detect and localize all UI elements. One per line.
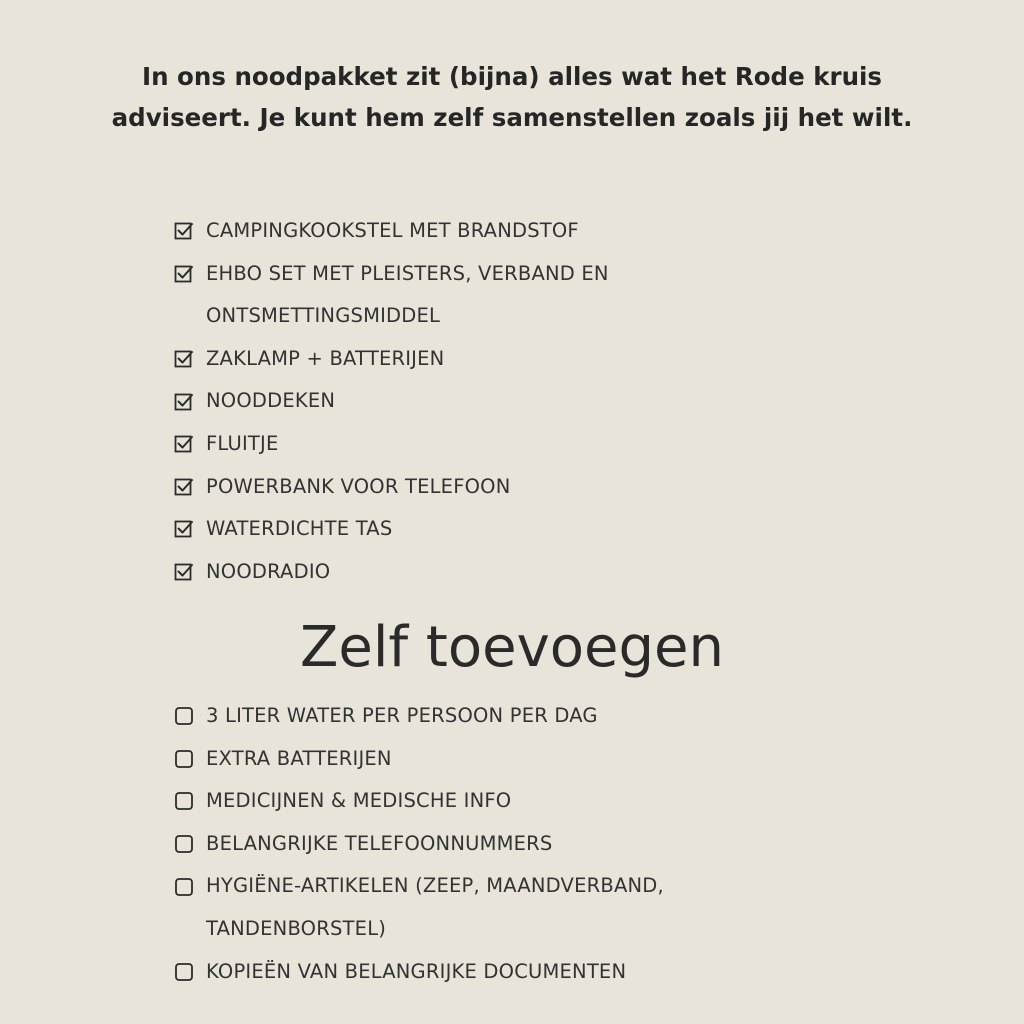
list-item-label: CAMPINGKOOKSTEL MET BRANDSTOF bbox=[206, 219, 579, 242]
list-item-label: FLUITJE bbox=[206, 431, 279, 455]
section-title: Zelf toevoegen bbox=[300, 615, 724, 680]
checked-checkbox-icon[interactable] bbox=[174, 551, 196, 594]
list-item-label: BELANGRIJKE TELEFOONNUMMERS bbox=[206, 831, 553, 855]
list-item bbox=[174, 738, 794, 781]
unchecked-checkbox-icon[interactable] bbox=[174, 865, 196, 908]
checked-checkbox-icon[interactable] bbox=[174, 210, 196, 253]
list-item-label: MEDICIJNEN & MEDISCHE INFO bbox=[206, 789, 512, 813]
intro-text: In ons noodpakket zit (bijna) alles wat het Rode kruis adviseert. Je kunt hem zelf samenstellen zoals jij het wilt. bbox=[111, 62, 913, 132]
checked-checkbox-icon[interactable] bbox=[174, 380, 196, 423]
list-item bbox=[174, 253, 794, 338]
list-item-label: NOODRADIO bbox=[206, 559, 331, 583]
list-item-label: ZAKLAMP + BATTERIJEN bbox=[206, 346, 445, 370]
list-item-label: KOPIEËN VAN BELANGRIJKE DOCUMENTEN bbox=[206, 959, 627, 983]
unchecked-checkbox-icon[interactable] bbox=[174, 780, 196, 823]
list-item-label: EXTRA BATTERIJEN bbox=[206, 746, 392, 770]
list-item bbox=[174, 508, 794, 551]
list-item-label: WATERDICHTE TAS bbox=[206, 517, 393, 541]
list-item bbox=[174, 780, 794, 823]
list-item bbox=[174, 210, 794, 253]
checked-checkbox-icon[interactable] bbox=[174, 466, 196, 509]
list-item bbox=[174, 865, 794, 950]
list-item bbox=[174, 951, 794, 994]
unchecked-checkbox-icon[interactable] bbox=[174, 738, 196, 781]
list-item bbox=[174, 338, 794, 381]
unchecked-checkbox-icon[interactable] bbox=[174, 695, 196, 738]
included-items-list bbox=[174, 210, 794, 593]
list-item bbox=[174, 423, 794, 466]
list-item bbox=[174, 380, 794, 423]
list-item-label: EHBO SET MET PLEISTERS, VERBAND EN ONTSMETTINGSMIDDEL bbox=[206, 261, 609, 328]
checked-checkbox-icon[interactable] bbox=[174, 338, 196, 381]
list-item-label: HYGIËNE-ARTIKELEN (ZEEP, MAANDVERBAND, TANDENBORSTEL) bbox=[206, 874, 664, 940]
unchecked-checkbox-icon[interactable] bbox=[174, 823, 196, 866]
list-item-label: POWERBANK VOOR TELEFOON bbox=[206, 474, 511, 498]
checked-checkbox-icon[interactable] bbox=[174, 508, 196, 551]
list-item bbox=[174, 551, 794, 594]
list-item-label: NOODDEKEN bbox=[206, 389, 336, 413]
list-item bbox=[174, 466, 794, 509]
list-item bbox=[174, 695, 794, 738]
list-item-label: 3 LITER WATER PER PERSOON PER DAG bbox=[206, 704, 598, 727]
list-item bbox=[174, 823, 794, 866]
checked-checkbox-icon[interactable] bbox=[174, 253, 196, 296]
add-yourself-list bbox=[174, 695, 794, 993]
unchecked-checkbox-icon[interactable] bbox=[174, 951, 196, 994]
checked-checkbox-icon[interactable] bbox=[174, 423, 196, 466]
